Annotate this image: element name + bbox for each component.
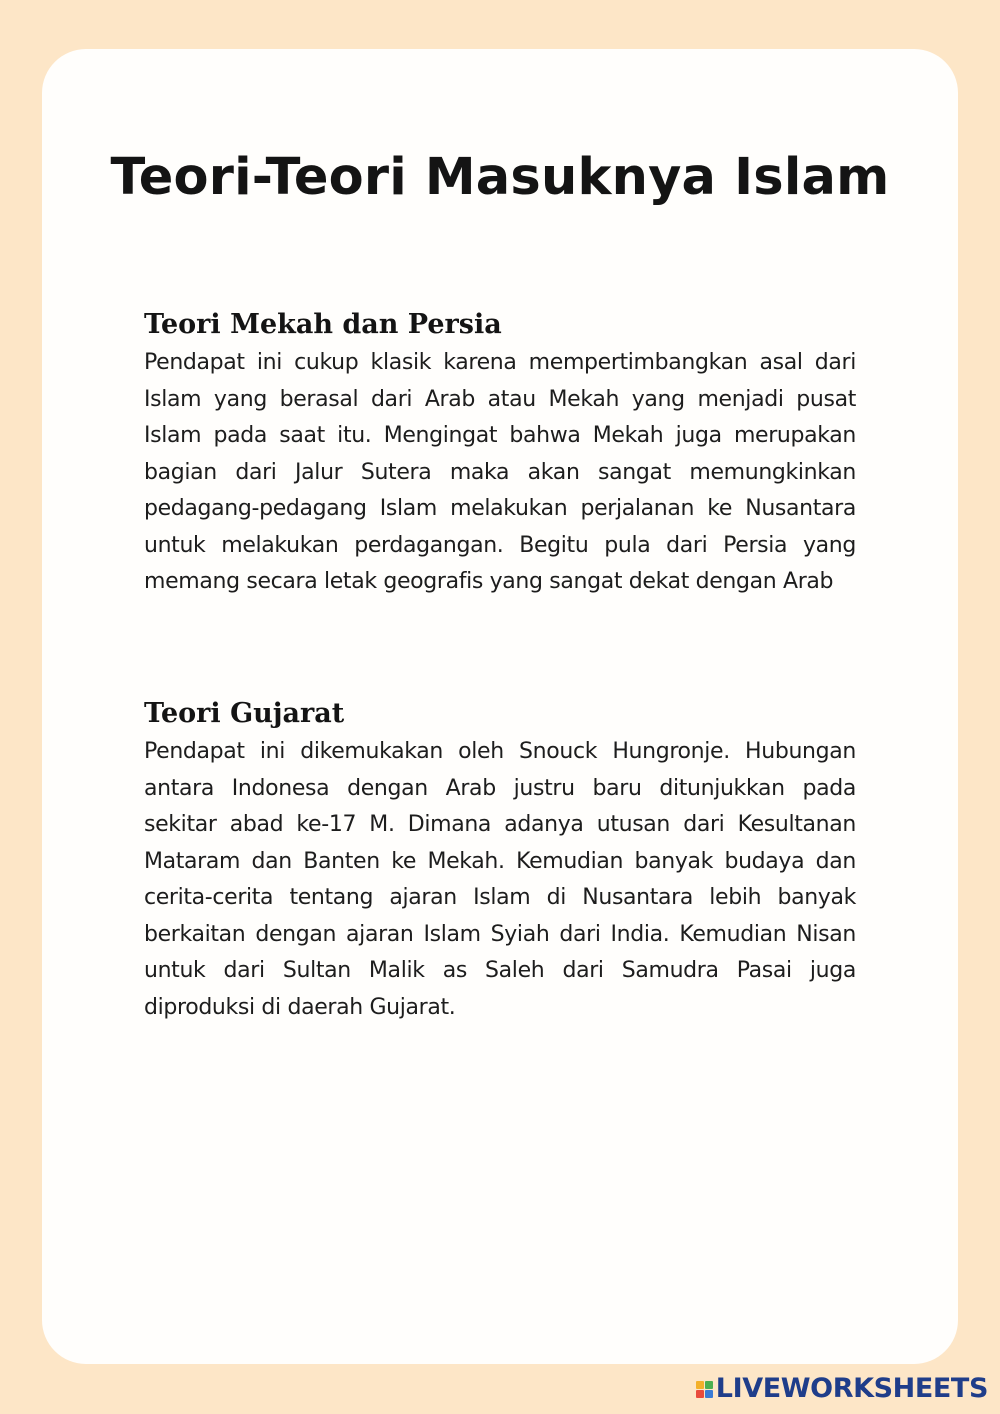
brand-name: LIVEWORKSHEETS: [715, 1373, 988, 1404]
logo-square-4: [705, 1390, 713, 1398]
section-heading: Teori Gujarat: [144, 698, 345, 729]
page-title: Teori-Teori Masuknya Islam: [110, 148, 890, 207]
liveworksheets-logo-icon: [696, 1381, 713, 1398]
liveworksheets-brand[interactable]: [696, 1374, 988, 1404]
section-body: Pendapat ini dikemukakan oleh Snouck Hungronje. Hubungan antara Indonesa dengan Arab justru baru ditunjukkan pada sekitar abad ke-17 M. Dimana adanya utusan dari Kesultanan Mataram dan Banten ke Mekah. Kemudian banyak budaya dan cerita-cerita tentang ajaran Islam di Nusantara lebih banyak berkaitan dengan ajaran Islam Syiah dari India. Kemudian Nisan untuk dari Sultan Malik as Saleh dari Samudra Pasai juga diproduksi di daerah Gujarat.: [144, 739, 856, 1020]
logo-square-1: [696, 1381, 704, 1389]
logo-square-2: [705, 1381, 713, 1389]
section-body: Pendapat ini cukup klasik karena mempertimbangkan asal dari Islam yang berasal dari Arab atau Mekah yang menjadi pusat Islam pada saat itu. Mengingat bahwa Mekah juga merupakan bagian dari Jalur Sutera maka akan sangat memungkinkan pedagang-pedagang Islam melakukan perjalanan ke Nusantara untuk melakukan perdagangan. Begitu pula dari Persia yang memang secara letak geografis yang sangat dekat dengan Arab: [144, 350, 856, 594]
section-gujarat: [144, 694, 856, 1026]
section-heading: Teori Mekah dan Persia: [144, 309, 502, 340]
section-mekah-persia: [144, 305, 856, 601]
logo-square-3: [696, 1390, 704, 1398]
